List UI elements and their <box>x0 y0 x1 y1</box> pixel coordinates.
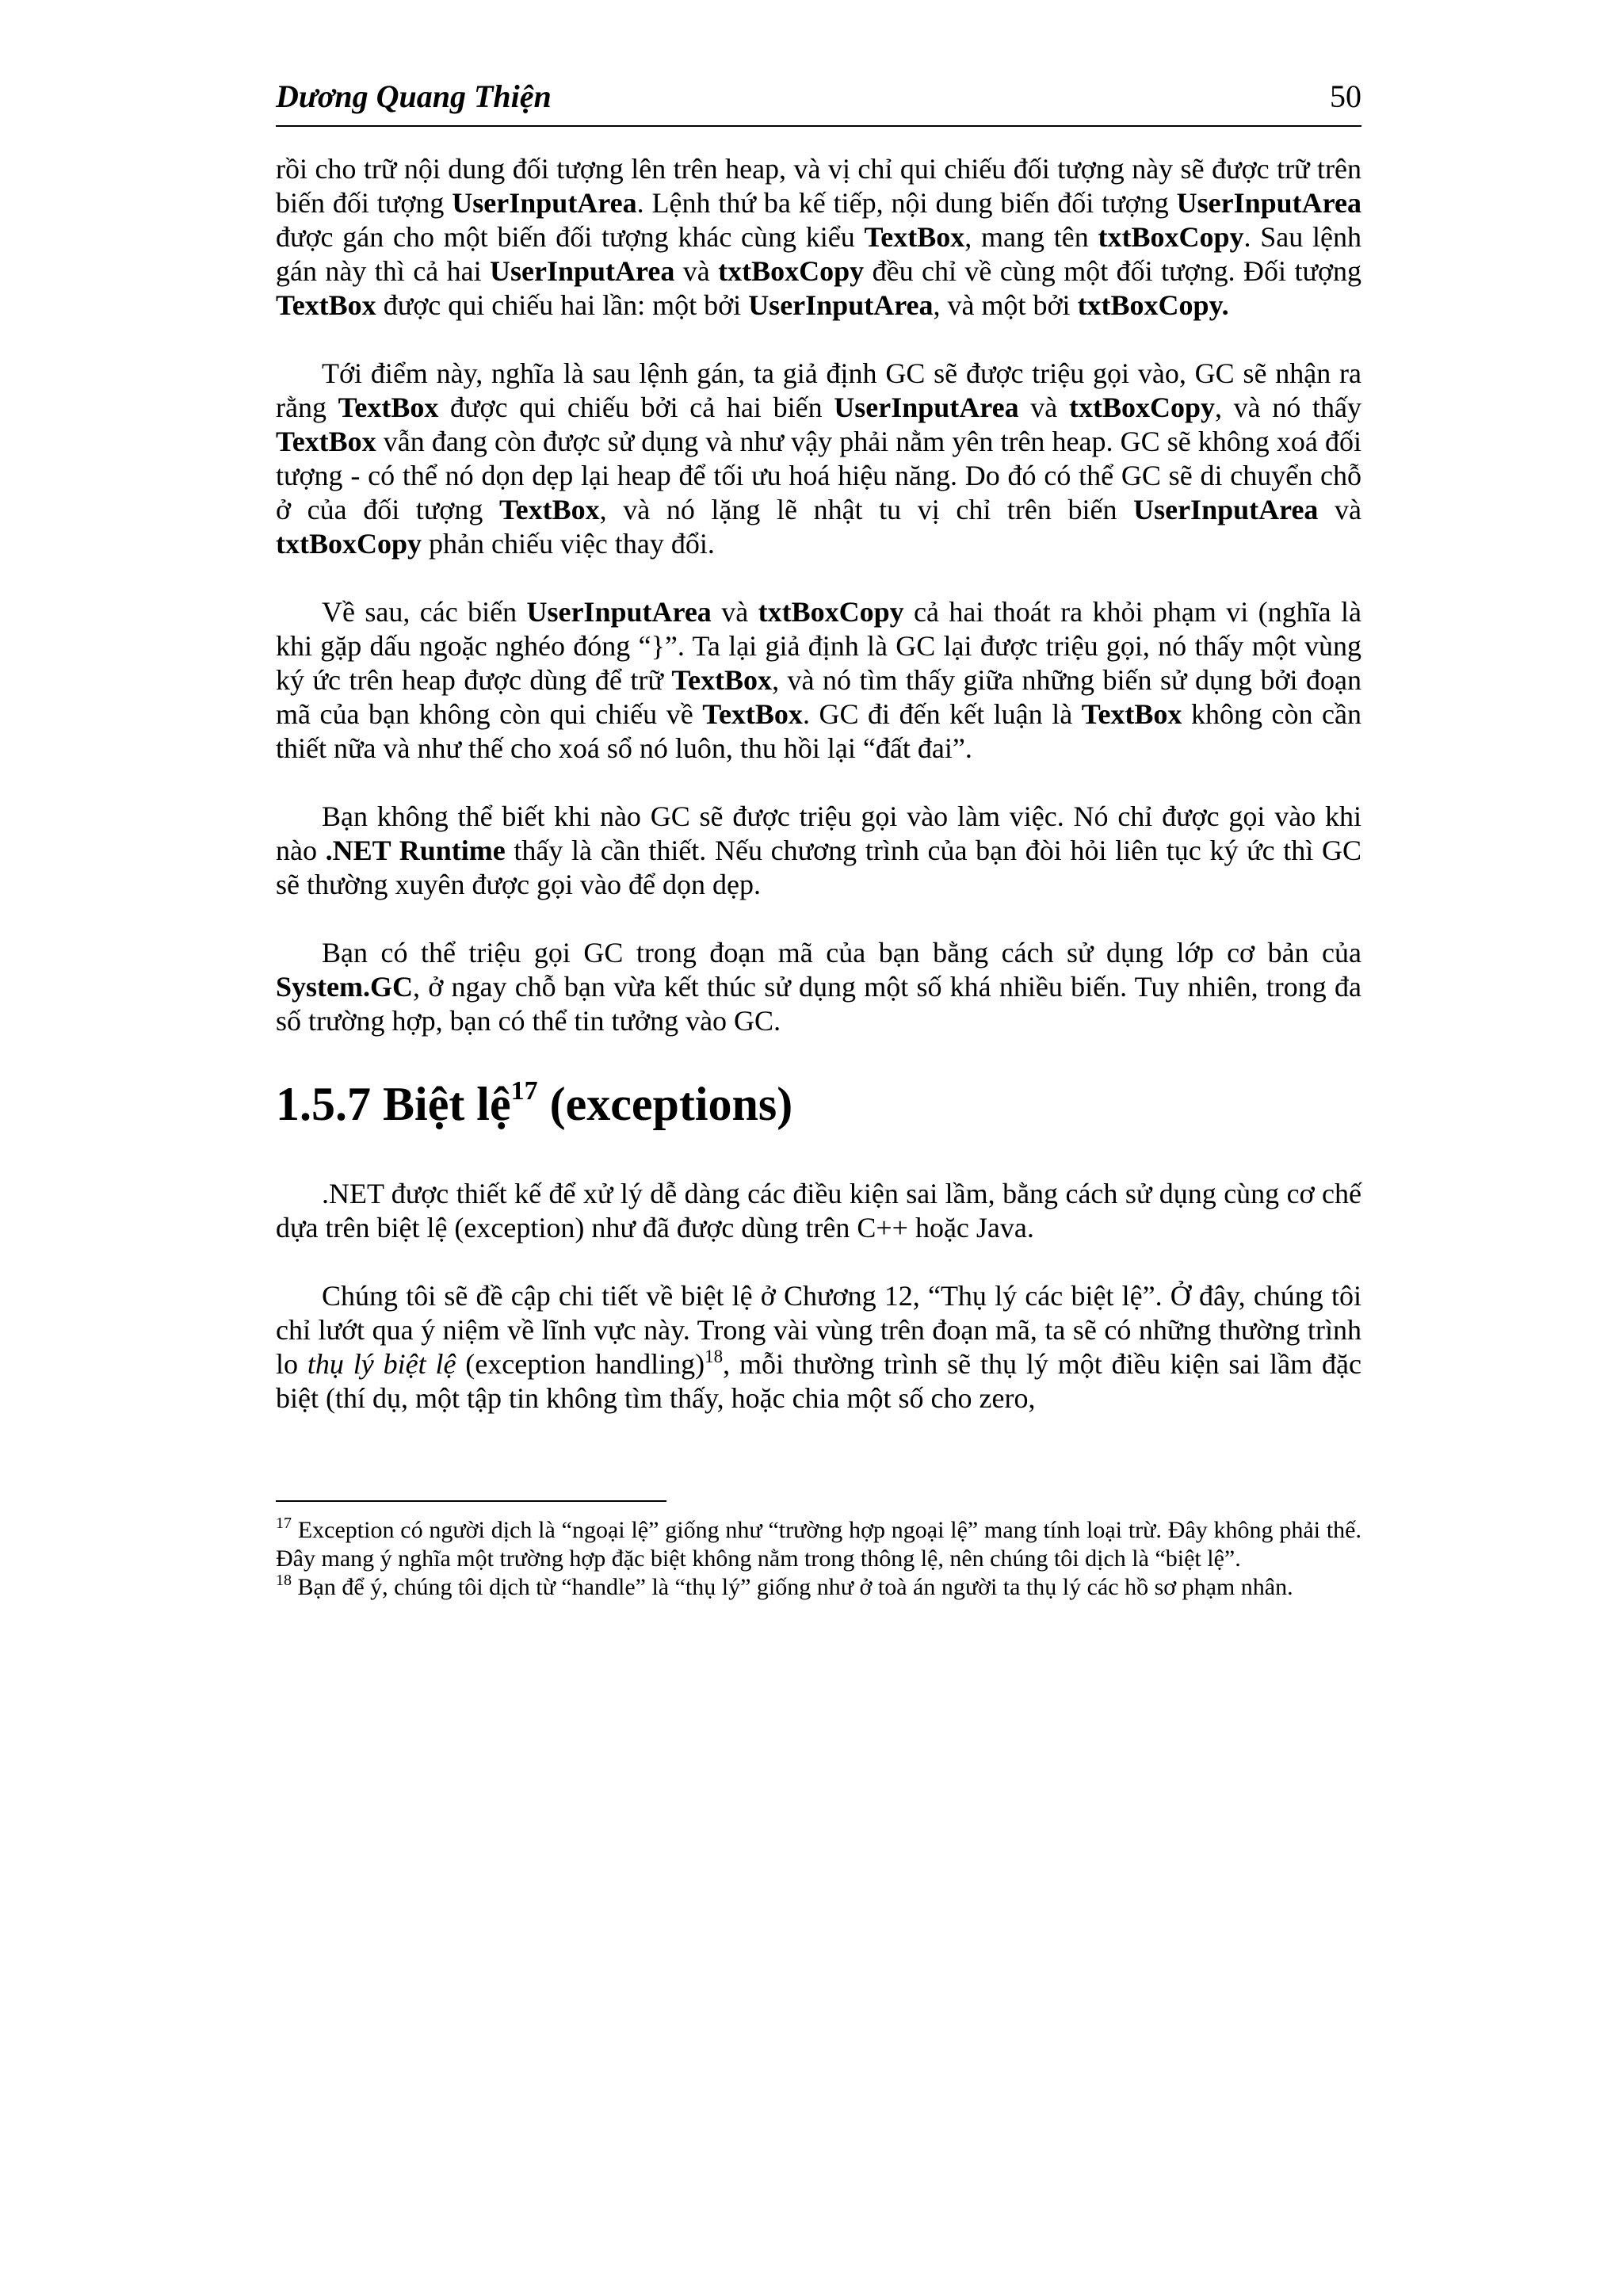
bold-term: TextBox <box>338 392 439 423</box>
bold-term: System.GC <box>276 971 413 1003</box>
footnote-ref-18[interactable]: 18 <box>705 1347 724 1366</box>
footnote-number: 17 <box>276 1515 292 1532</box>
bold-term: TextBox <box>671 664 773 696</box>
text-run: , mỗi thường trình sẽ thụ lý một điều kiện sai lầm đặc biệt (thí dụ, một tập tin không tìm thấy, hoặc chia một số cho zero, <box>276 1348 1361 1414</box>
text-run: Chúng tôi sẽ đề cập chi tiết về biệt lệ ở Chương 12, “Thụ lý các biệt lệ”. Ở đây, chúng tôi chỉ lướt qua ý niệm về lĩnh vực này. Trong vài vùng trên đoạn mã, ta sẽ có những thường trình lo <box>276 1280 1361 1380</box>
bold-term: UserInputArea <box>452 187 637 219</box>
text-run: đều chỉ về cùng một đối tượng. Đối tượng <box>864 255 1361 287</box>
text-run: Tới điểm này, nghĩa là sau lệnh gán, ta giả định GC sẽ được triệu gọi vào, GC sẽ nhận ra rằng <box>276 357 1361 423</box>
bold-term: txtBoxCopy. <box>1077 289 1229 321</box>
bold-term: TextBox <box>702 698 803 730</box>
bold-term: TextBox <box>276 426 376 457</box>
text-run: .NET được thiết kế để xử lý dễ dàng các điều kiện sai lầm, bằng cách sử dụng cùng cơ chế dựa trên biệt lệ (exception) như đã được dùng trên C++ hoặc Java. <box>276 1178 1361 1244</box>
paragraph-1 <box>276 152 1361 323</box>
paragraph-2 <box>276 357 1361 561</box>
bold-term: UserInputArea <box>526 596 712 628</box>
heading-text: 1.5.7 Biệt lệ <box>276 1078 511 1130</box>
bold-term: TextBox <box>864 221 965 253</box>
paragraph-6 <box>276 1177 1361 1245</box>
text-run: rồi cho trữ nội dung đối tượng lên trên heap, và vị chỉ qui chiếu đối tượng này sẽ được trữ trên biến đối tượng <box>276 153 1361 219</box>
footnote-18 <box>276 1573 1361 1602</box>
text-run: vẫn đang còn được sử dụng và như vậy phải nằm yên trên heap. GC sẽ không xoá đối tượng - có thể nó dọn dẹp lại heap để tối ưu hoá hiệu năng. Do đó có thể GC sẽ di chuyển chỗ ở của đối tượng <box>276 426 1361 525</box>
bold-term: UserInputArea <box>1176 187 1361 219</box>
text-run: , và một bởi <box>933 289 1078 321</box>
footnote-text: Exception có người dịch là “ngoại lệ” giống như “trường hợp ngoại lệ” mang tính loại trừ. Đây không phải thế. Đây mang ý nghĩa một trường hợp đặc biệt không nằm trong thông lệ, nên chúng tôi dịch là “biệt lệ”. <box>276 1517 1361 1572</box>
text-run: . GC đi đến kết luận là <box>802 698 1082 730</box>
bold-term: txtBoxCopy <box>276 528 422 560</box>
footnote-text: Bạn để ý, chúng tôi dịch từ “handle” là “thụ lý” giống như ở toà án người ta thụ lý các hồ sơ phạm nhân. <box>292 1574 1293 1600</box>
text-run: , mang tên <box>964 221 1098 253</box>
text-run: và <box>1018 392 1069 423</box>
footnotes <box>276 1516 1361 1602</box>
bold-term: TextBox <box>276 289 376 321</box>
footnote-number: 18 <box>276 1572 292 1589</box>
text-run: và <box>711 596 758 628</box>
bold-term: UserInputArea <box>490 255 675 287</box>
paragraph-7 <box>276 1279 1361 1415</box>
bold-term: txtBoxCopy <box>1098 221 1244 253</box>
text-run: được qui chiếu hai lần: một bởi <box>376 289 749 321</box>
header-author: Dương Quang Thiện <box>276 78 552 114</box>
text-run: . Sau lệnh gán này thì cả hai <box>276 221 1362 287</box>
section-heading <box>276 1072 1361 1136</box>
text-run: . Lệnh thứ ba kế tiếp, nội dung biến đối tượng <box>636 187 1177 219</box>
bold-term: txtBoxCopy <box>758 596 904 628</box>
bold-term: TextBox <box>498 494 600 525</box>
paragraph-4 <box>276 800 1361 902</box>
text-run: (exception handling) <box>456 1348 705 1380</box>
bold-term: TextBox <box>1081 698 1182 730</box>
text-run: được qui chiếu bởi cả hai biến <box>438 392 834 423</box>
bold-term: txtBoxCopy <box>1068 392 1215 423</box>
paragraph-5 <box>276 936 1361 1038</box>
bold-term: UserInputArea <box>834 392 1019 423</box>
text-run: , và nó lặng lẽ nhật tu vị chỉ trên biến <box>599 494 1134 525</box>
text-run: , và nó thấy <box>1214 392 1361 423</box>
heading-text: (exceptions) <box>537 1078 793 1130</box>
italic-term: thụ lý biệt lệ <box>307 1348 456 1380</box>
footnote-separator <box>276 1500 666 1502</box>
page-header <box>276 78 1361 127</box>
text-run: Bạn có thể triệu gọi GC trong đoạn mã của bạn bằng cách sử dụng lớp cơ bản của <box>322 937 1361 968</box>
text-run: phản chiếu việc thay đổi. <box>422 528 715 560</box>
page-number: 50 <box>1330 78 1361 114</box>
text-run: , và nó tìm thấy giữa những biến sử dụng bởi đoạn mã của bạn không còn qui chiếu về <box>276 664 1361 730</box>
text-run: Về sau, các biến <box>322 596 527 628</box>
footnote-ref-17[interactable]: 17 <box>510 1076 538 1106</box>
footnote-17 <box>276 1516 1361 1573</box>
text-run: , ở ngay chỗ bạn vừa kết thúc sử dụng một số khá nhiều biến. Tuy nhiên, trong đa số trường hợp, bạn có thể tin tưởng vào GC. <box>276 971 1361 1037</box>
text-run: được gán cho một biến đối tượng khác cùng kiểu <box>276 221 865 253</box>
text-run: cả hai thoát ra khỏi phạm vi (nghĩa là khi gặp dấu ngoặc nghéo đóng “}”. Ta lại giả định là GC lại được triệu gọi, nó thấy một vùng ký ức trên heap được dùng để trữ <box>276 596 1361 696</box>
text-run: Bạn không thể biết khi nào GC sẽ được triệu gọi vào làm việc. Nó chỉ được gọi vào khi nào <box>276 800 1361 866</box>
bold-term: .NET Runtime <box>325 835 506 866</box>
text-run: và <box>1318 494 1362 525</box>
text-run: thấy là cần thiết. Nếu chương trình của bạn đòi hỏi liên tục ký ức thì GC sẽ thường xuyên được gọi vào để dọn dẹp. <box>276 835 1361 900</box>
paragraph-3 <box>276 595 1361 766</box>
bold-term: UserInputArea <box>748 289 934 321</box>
bold-term: txtBoxCopy <box>718 255 865 287</box>
bold-term: UserInputArea <box>1133 494 1319 525</box>
text-run: và <box>674 255 719 287</box>
body-text <box>276 152 1361 1450</box>
text-run: không còn cần thiết nữa và như thế cho xoá sổ nó luôn, thu hồi lại “đất đai”. <box>276 698 1362 764</box>
